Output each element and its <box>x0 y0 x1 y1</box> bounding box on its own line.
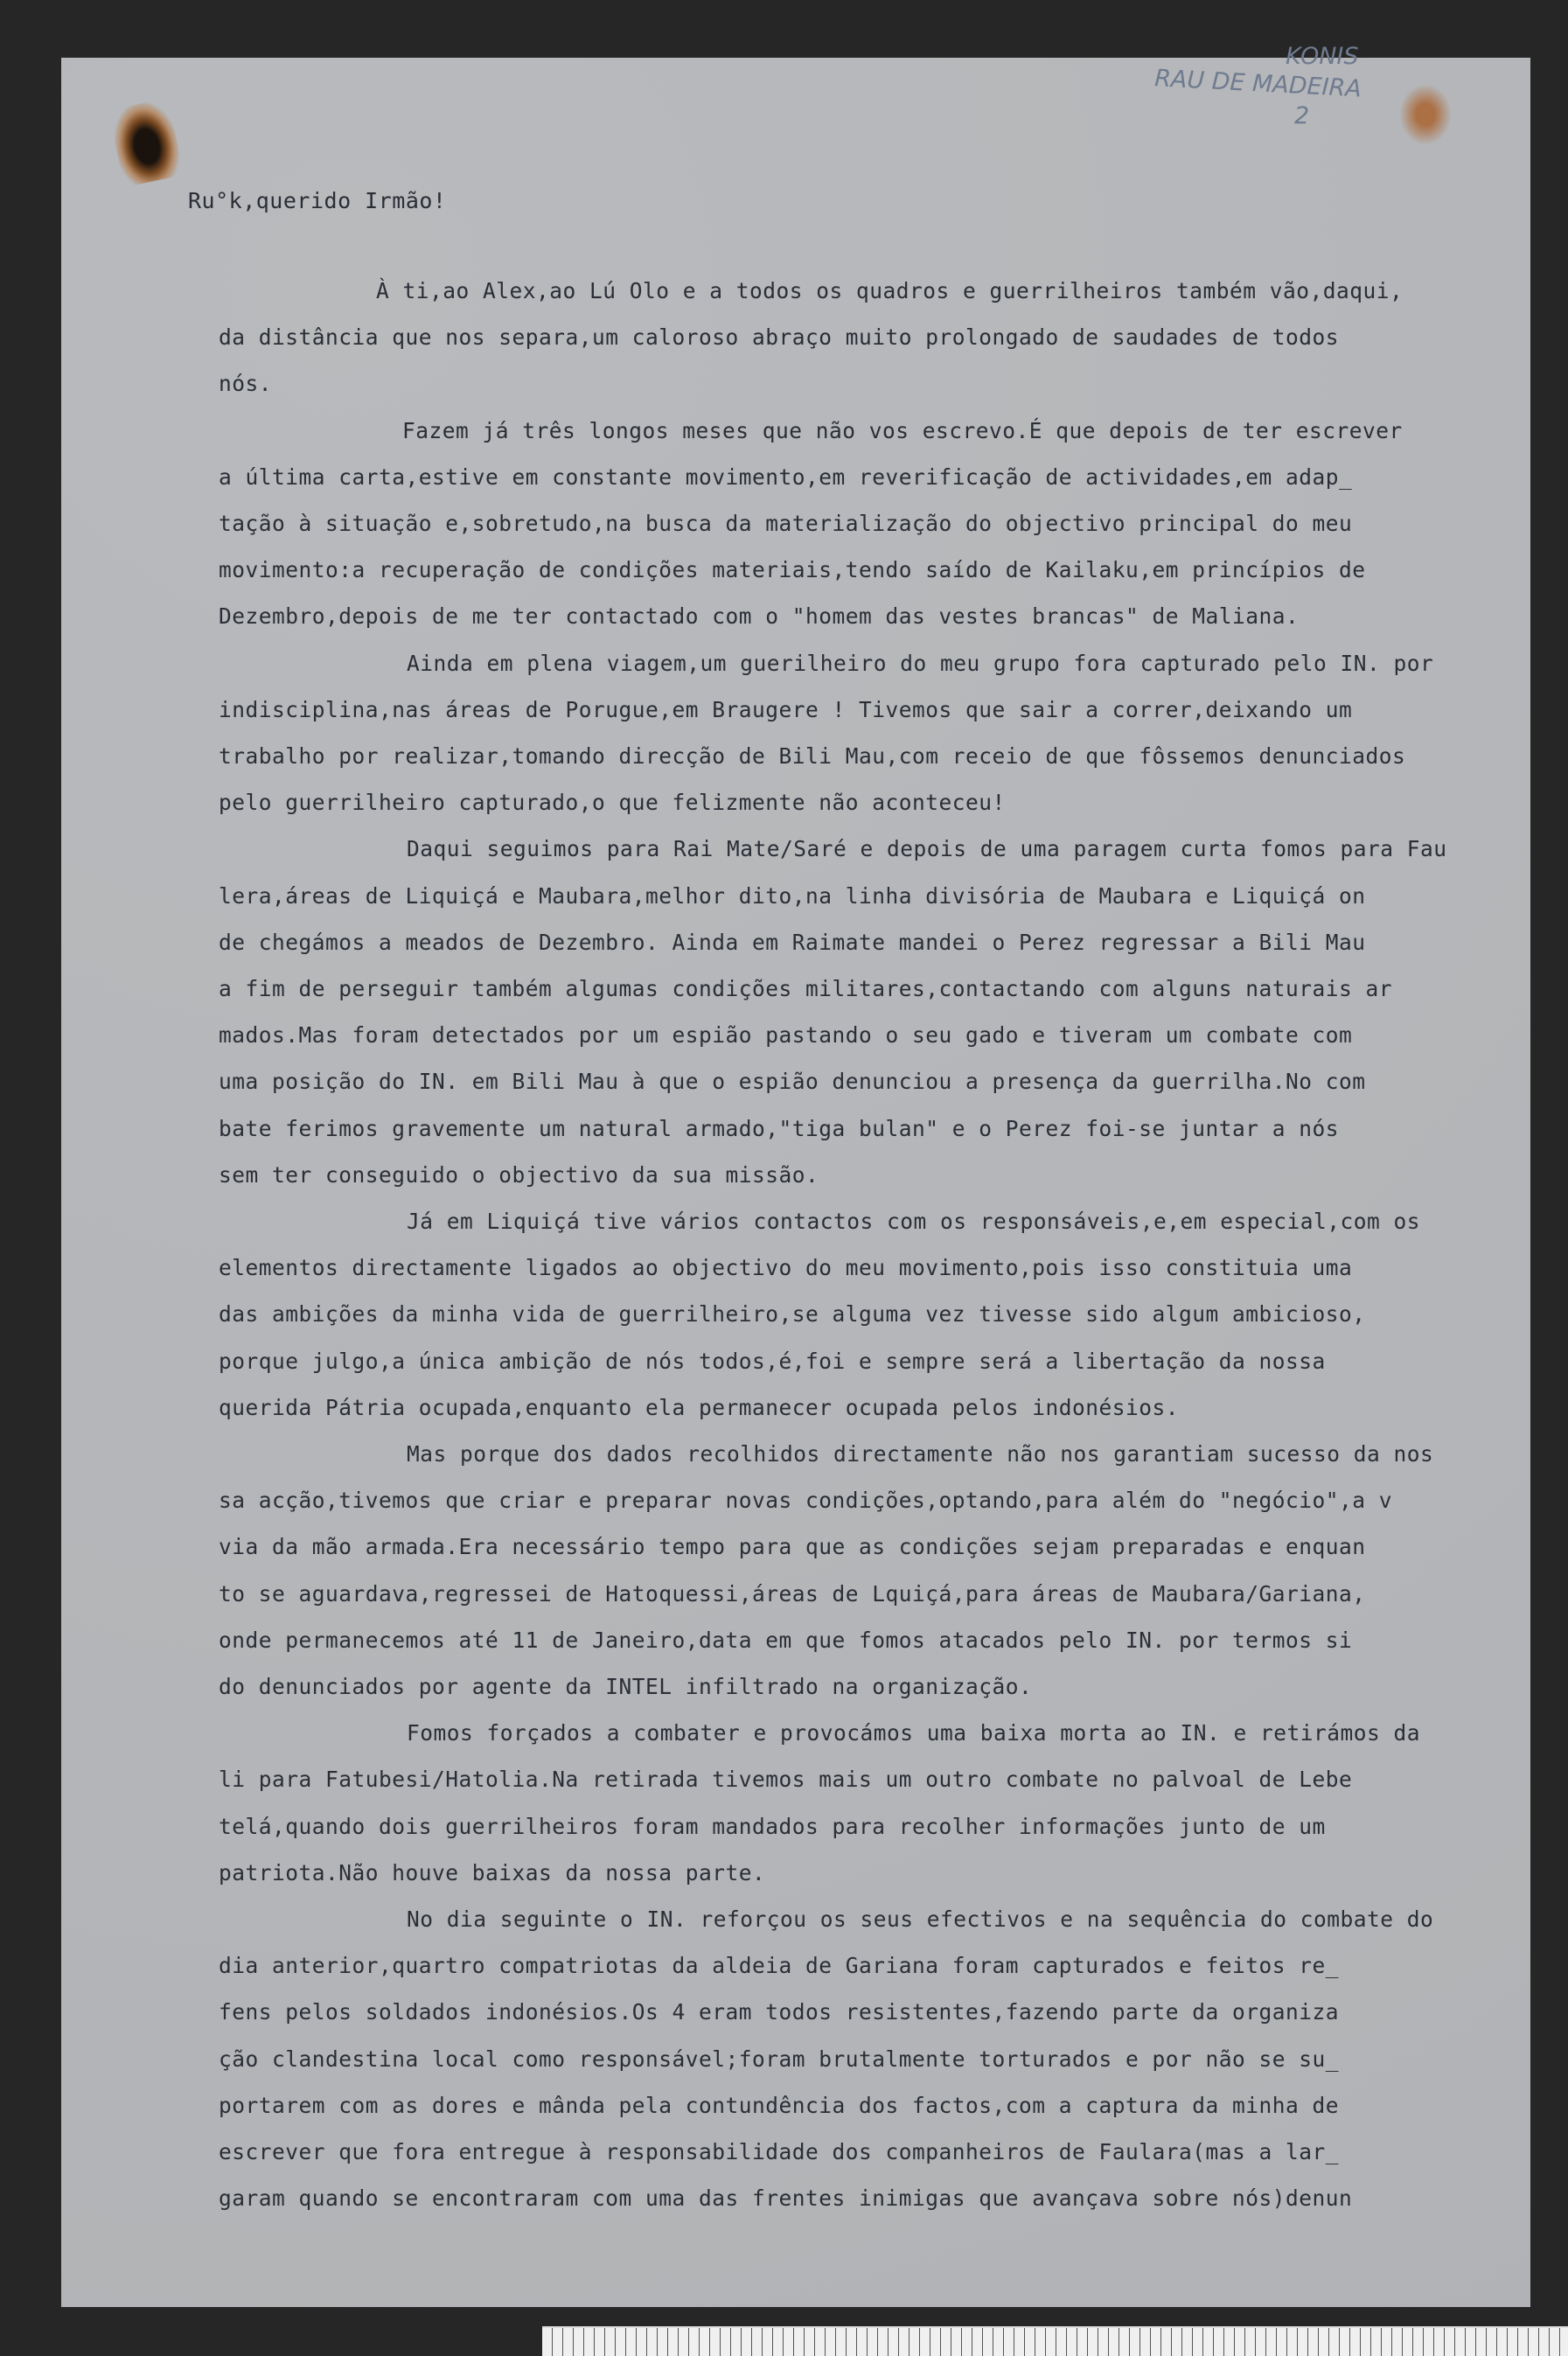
letter-line: Ainda em plena viagem,um guerilheiro do meu grupo fora capturado pelo IN. por <box>407 650 1434 676</box>
letter-line: porque julgo,a única ambição de nós todos,é,foi e sempre será a libertação da nossa <box>219 1348 1326 1374</box>
letter-line: Dezembro,depois de me ter contactado com o "homem das vestes brancas" de Maliana. <box>219 603 1300 630</box>
letter-greeting: Ru°k,querido Irmão! <box>188 188 447 213</box>
letter-line: patriota.Não houve baixas da nossa parte. <box>219 1859 766 1885</box>
measuring-ruler <box>542 2326 1568 2356</box>
letter-line: das ambições da minha vida de guerrilheiro,se alguma vez tivesse sido algum ambicioso, <box>219 1301 1366 1328</box>
letter-line: pelo guerrilheiro capturado,o que felizmente não aconteceu! <box>219 790 1006 816</box>
letter-line: sa acção,tivemos que criar e preparar novas condições,optando,para além do "negócio",a v <box>219 1488 1393 1514</box>
letter-line: trabalho por realizar,tomando direcção de Bili Mau,com receio de que fôssemos denunciados <box>219 743 1406 769</box>
letter-line: garam quando se encontraram com uma das frentes inimigas que avançava sobre nós)denun <box>219 2185 1353 2212</box>
letter-line: sem ter conseguido o objectivo da sua missão. <box>219 1161 819 1188</box>
letter-line: telá,quando dois guerrilheiros foram mandados para recolher informações junto de um <box>219 1813 1326 1839</box>
letter-line: a última carta,estive em constante movimento,em reverificação de actividades,em adap_ <box>219 464 1353 490</box>
letter-line: tação à situação e,sobretudo,na busca da materialização do objectivo principal do meu <box>219 511 1353 536</box>
letter-line: À ti,ao Alex,ao Lú Olo e a todos os quadros e guerrilheiros também vão,daqui, <box>376 278 1404 303</box>
burn-mark <box>108 98 184 188</box>
letter-line: de chegámos a meados de Dezembro. Ainda em Raimate mandei o Perez regressar a Bili Mau <box>219 929 1366 955</box>
annotation-line-1: KONIS <box>1286 43 1359 70</box>
letter-line: Já em Liquiçá tive vários contactos com os responsáveis,e,em especial,com os <box>407 1209 1421 1234</box>
letter-line: Fazem já três longos meses que não vos escrevo.É que depois de ter escrever <box>402 417 1403 443</box>
letter-line: Fomos forçados a combater e provocámos uma baixa morta ao IN. e retirámos da <box>407 1720 1421 1746</box>
letter-line: No dia seguinte o IN. reforçou os seus efectivos e na sequência do combate do <box>407 1906 1434 1932</box>
letter-line: indisciplina,nas áreas de Porugue,em Braugere ! Tivemos que sair a correr,deixando um <box>219 696 1353 722</box>
letter-line: li para Fatubesi/Hatolia.Na retirada tivemos mais um outro combate no palvoal de Lebe <box>219 1767 1353 1793</box>
annotation-line-2: RAU DE MADEIRA <box>1153 65 1362 103</box>
letter-line: a fim de perseguir também algumas condições militares,contactando com alguns naturais ar <box>219 976 1393 1001</box>
annotation-line-3: 2 <box>1294 102 1310 129</box>
letter-line: to se aguardava,regressei de Hatoquessi,áreas de Lquiçá,para áreas de Maubara/Gariana, <box>219 1580 1366 1607</box>
letter-line: nós. <box>219 371 273 397</box>
letter-line: onde permanecemos até 11 de Janeiro,data em que fomos atacados pelo IN. por termos si <box>219 1627 1353 1653</box>
letter-line: mados.Mas foram detectados por um espião pastando o seu gado e tiveram um combate com <box>219 1022 1353 1049</box>
letter-line: querida Pátria ocupada,enquanto ela permanecer ocupada pelos indonésios. <box>219 1394 1180 1420</box>
letter-line: escrever que fora entregue à responsabilidade dos companheiros de Faulara(mas a lar_ <box>219 2139 1340 2164</box>
letter-line: lera,áreas de Liquiçá e Maubara,melhor dito,na linha divisória de Maubara e Liquiçá on <box>219 882 1366 909</box>
letter-line: portarem com as dores e mânda pela contundência dos factos,com a captura da minha de <box>219 2092 1340 2118</box>
letter-line: via da mão armada.Era necessário tempo para que as condições sejam preparadas e enquan <box>219 1534 1366 1560</box>
letter-line: ção clandestina local como responsável;foram brutalmente torturados e por não se su_ <box>219 2046 1340 2072</box>
letter-line: dia anterior,quartro compatriotas da aldeia de Gariana foram capturados e feitos re_ <box>219 1953 1340 1979</box>
letter-line: do denunciados por agente da INTEL infiltrado na organização. <box>219 1674 1033 1699</box>
letter-line: da distância que nos separa,um caloroso abraço muito prolongado de saudades de todos <box>219 324 1340 351</box>
letter-line: movimento:a recuperação de condições materiais,tendo saído de Kailaku,em princípios de <box>219 557 1366 583</box>
letter-line: uma posição do IN. em Bili Mau à que o espião denunciou a presença da guerrilha.No com <box>219 1069 1366 1095</box>
letter-line: fens pelos soldados indonésios.Os 4 eram todos resistentes,fazendo parte da organiza <box>219 1999 1340 2025</box>
letter-line: Daqui seguimos para Rai Mate/Saré e depois de uma paragem curta fomos para Fau <box>407 836 1447 862</box>
letter-line: bate ferimos gravemente um natural armado,"tiga bulan" e o Perez foi-se juntar a nós <box>219 1115 1340 1141</box>
letter-line: elementos directamente ligados ao objectivo do meu movimento,pois isso constituia uma <box>219 1255 1353 1281</box>
letter-line: Mas porque dos dados recolhidos directamente não nos garantiam sucesso da nos <box>407 1441 1434 1467</box>
handwritten-annotation <box>1154 42 1452 156</box>
